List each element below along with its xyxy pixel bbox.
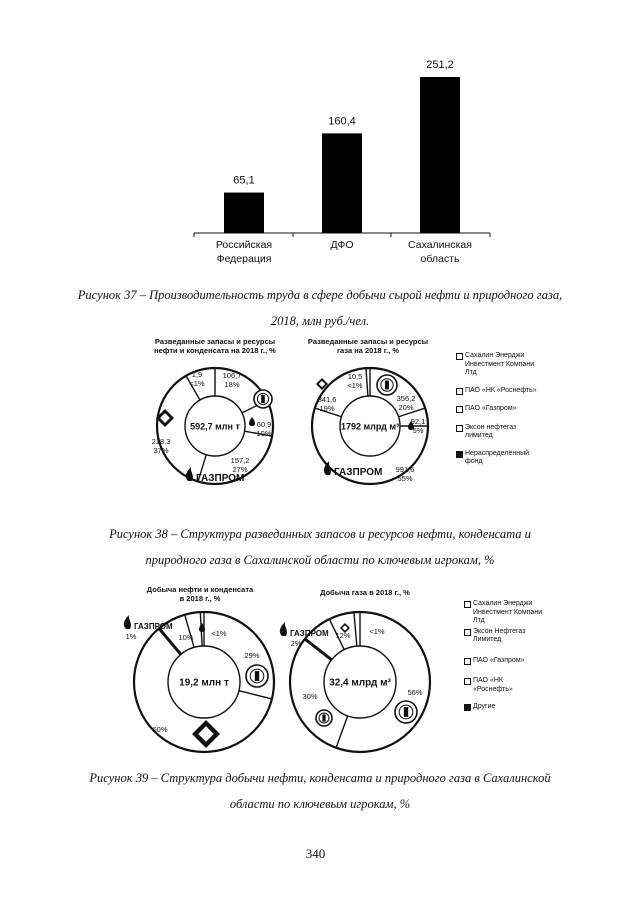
slice-label: 60,9	[256, 420, 272, 429]
legend-label: Нераспределённый фонд	[465, 449, 530, 465]
slice-label: 10,5	[347, 372, 363, 381]
gazprom-logo-wordmark: ГАЗПРОМ	[196, 473, 245, 484]
slice-label: 341,6	[317, 395, 337, 404]
slice-label: 18%	[224, 380, 240, 389]
legend-label: Эксон нефтегаз лимитед	[465, 423, 517, 439]
slice-label: 10%	[256, 429, 272, 438]
slice-label: 2%	[290, 639, 302, 648]
legend-swatch	[456, 406, 463, 413]
legend-label: ПАО «Газпром»	[473, 656, 525, 664]
slice-label: <1%	[189, 379, 205, 388]
legend-swatch	[456, 425, 463, 432]
slice-label: 157,2	[230, 456, 250, 465]
legend-label: ПАО «НК «Роснефть»	[465, 386, 537, 394]
slice-label: 19%	[319, 404, 335, 413]
donut-slice-divider	[239, 691, 272, 699]
legend-swatch	[464, 678, 471, 685]
gas-production-donut	[272, 606, 442, 756]
rosneft-logo-mark	[261, 395, 265, 403]
slice-label: 20%	[398, 403, 414, 412]
legend-swatch	[464, 704, 471, 711]
donut-center-label: 592,7 млн т	[190, 421, 240, 432]
oil-production-donut	[118, 606, 288, 756]
slice-label: 55%	[397, 474, 413, 483]
x-tick-label: область	[420, 253, 460, 265]
figure-37-caption	[40, 282, 600, 334]
legend-label: ПАО «НК «Роснефть»	[473, 677, 513, 693]
figure-39-caption-line-1: Рисунок 39 – Структура добычи нефти, конденсата и природного газа в Сахалинской	[89, 771, 551, 785]
sakhalin-energy-logo-icon	[249, 417, 255, 426]
donut-slice-divider	[305, 639, 332, 660]
gas-production-title-line-1: Добыча газа в 2018 г., %	[320, 588, 410, 597]
bar-value-label: 160,4	[328, 115, 356, 128]
figure-38-caption	[40, 521, 600, 573]
legend-item	[456, 387, 538, 396]
bar	[322, 133, 362, 233]
rosneft-logo-mark	[322, 714, 325, 721]
slice-label: 991,6	[395, 465, 415, 474]
slice-label: 218,3	[151, 437, 171, 446]
legend-item	[464, 703, 544, 712]
bar	[420, 77, 460, 233]
oil-reserves-title-line-1: Разведанные запасы и ресурсы	[154, 337, 276, 346]
x-tick-label: Сахалинская	[408, 239, 472, 251]
gas-production-chart-title	[300, 588, 430, 597]
rosneft-logo-mark	[404, 707, 408, 717]
legend-swatch	[456, 388, 463, 395]
donut-center-label: 1792 млрд м³	[340, 421, 400, 432]
slice-label: <1%	[211, 629, 227, 638]
legend-label: ПАО «Газпром»	[465, 405, 517, 412]
donut-slice-divider	[354, 612, 357, 646]
slice-label: 27%	[232, 465, 248, 474]
legend-swatch	[464, 658, 471, 665]
gas-reserves-donut	[295, 360, 445, 490]
legend-label: Эксон Нефтегаз Лимитед	[473, 627, 526, 643]
x-tick-label: Российская	[215, 239, 273, 251]
figure-38-caption-line-1: Рисунок 38 – Структура разведанных запасов и ресурсов нефти, конденсата и	[109, 527, 531, 541]
donut-center-label: 19,2 млн т	[179, 677, 229, 689]
slice-label: 12%	[335, 631, 351, 640]
gazprom-logo-icon	[280, 622, 287, 636]
slice-label: 60%	[152, 725, 168, 734]
bar	[224, 193, 264, 233]
donut-slice-divider	[366, 368, 368, 396]
legend-swatch	[464, 601, 471, 608]
slice-label: 37%	[153, 446, 169, 455]
legend-item	[456, 405, 538, 414]
page-number: 340	[305, 846, 326, 861]
x-tick-label: Федерация	[216, 253, 272, 265]
legend-label: Сахалин Энерджи Инвестмент Компани Лтд	[465, 352, 535, 376]
legend-item	[464, 677, 544, 694]
oil-production-title-line-2: в 2018 г., %	[179, 594, 221, 603]
oil-reserves-title-line-2: нефти и конденсата на 2018 г., %	[154, 346, 276, 355]
x-tick-label: ДФО	[330, 239, 354, 251]
rosneft-logo-mark	[255, 671, 259, 681]
figure-39-caption	[40, 765, 600, 817]
figure-37-caption-line-1: Рисунок 37 – Производительность труда в сфере добычи сырой нефти и природного газа,	[77, 288, 563, 302]
gazprom-logo-wordmark: ГАЗПРОМ	[334, 467, 383, 478]
gazprom-logo-wordmark: ГАЗПРОМ	[134, 622, 173, 631]
oil-reserves-chart-title	[130, 337, 300, 355]
gazprom-logo-icon	[186, 467, 193, 481]
slice-label: 56%	[407, 688, 423, 697]
legend-item	[456, 424, 538, 441]
reserves-legend	[456, 352, 538, 476]
slice-label: 1%	[125, 632, 137, 641]
gazprom-logo-icon	[124, 615, 131, 629]
gazprom-logo-wordmark: ГАЗПРОМ	[290, 629, 329, 638]
donut-slice-divider	[336, 716, 348, 748]
legend-item	[456, 450, 538, 467]
gas-reserves-title-line-2: газа на 2018 г., %	[336, 346, 400, 355]
figure-38-caption-line-2: природного газа в Сахалинской области по ключевым игрокам, %	[145, 553, 495, 567]
slice-label: 356,2	[396, 394, 416, 403]
donut-center-label: 32,4 млрд м³	[329, 677, 391, 689]
production-legend	[464, 600, 544, 721]
oil-reserves-donut	[140, 360, 290, 490]
slice-label: 30%	[302, 692, 318, 701]
donut-slice-divider	[185, 615, 194, 648]
oil-production-chart-title	[125, 585, 275, 603]
legend-item	[464, 657, 544, 666]
gas-reserves-title-line-1: Разведанные запасы и ресурсы	[307, 337, 429, 346]
slice-label: 1,9	[191, 370, 203, 379]
slice-label: 106,7	[222, 371, 242, 380]
legend-swatch	[456, 451, 463, 458]
rosneft-logo-mark	[385, 381, 389, 390]
bar-value-label: 65,1	[233, 174, 255, 187]
slice-label: <1%	[369, 627, 385, 636]
bar-value-label: 251,2	[426, 59, 454, 71]
slice-label: <1%	[347, 381, 363, 390]
legend-label: Сахалин Энерджи Инвестмент Компани Лтд	[473, 600, 543, 624]
oil-production-title-line-1: Добыча нефти и конденсата	[146, 585, 254, 594]
figure-39-caption-line-2: области по ключевым игрокам, %	[229, 797, 411, 811]
slice-label: 29%	[244, 651, 260, 660]
figure-37-caption-line-2: 2018, млн руб./чел.	[270, 314, 370, 328]
slice-label: 10%	[178, 633, 194, 642]
legend-swatch	[464, 629, 471, 636]
productivity-bar-chart	[150, 55, 510, 280]
legend-swatch	[456, 353, 463, 360]
legend-label: Другие	[473, 703, 496, 710]
legend-item	[456, 352, 538, 378]
slice-label: 5%	[412, 426, 424, 435]
slice-label: 92,1	[410, 417, 426, 426]
gas-reserves-chart-title	[298, 337, 438, 355]
legend-item	[464, 628, 544, 645]
legend-item	[464, 600, 544, 626]
